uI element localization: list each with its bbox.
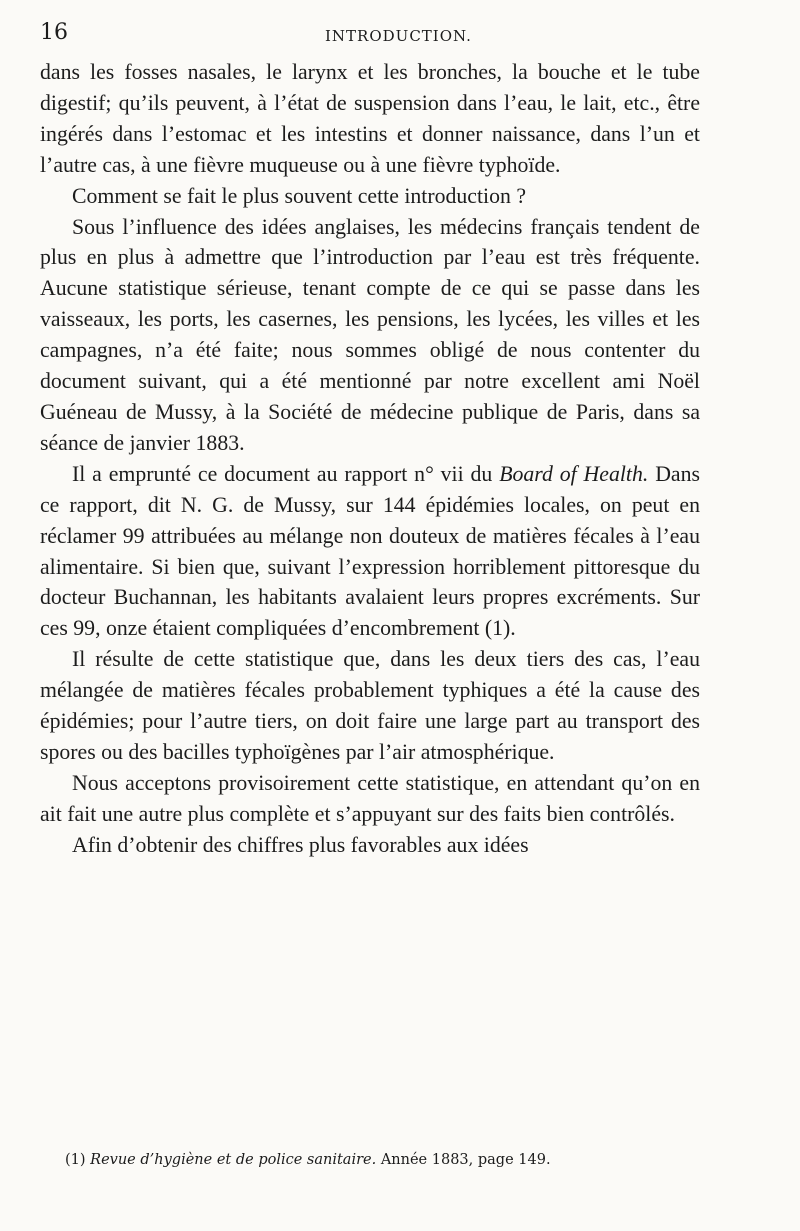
italic-title: Board of Health. (499, 461, 649, 486)
paragraph-acceptance: Nous acceptons provisoirement cette statistique, en attendant qu’on en ait fait une autre plus complète et s’appuyant sur des faits bien contrôlés. (40, 770, 700, 826)
paragraph-influence: Sous l’influence des idées anglaises, les médecins français tendent de plus en plus à admettre que l’introduction par l’eau est très fréquente. Aucune statistique sérieuse, tenant compte de ce qui se passe dans les vaisseaux, les ports, les casernes, les pensions, les lycées, les villes et les campagnes, n’a été faite; nous sommes obligé de nous contenter du document suivant, qui a été mentionné par notre excellent ami Noël Guéneau de Mussy, à la Société de médecine publique de Paris, dans sa séance de janvier 1883. (40, 214, 700, 455)
running-head: INTRODUCTION. (325, 27, 472, 45)
paragraph-text-after: Dans ce rapport, dit N. G. de Mussy, sur 144 épidémies locales, on peut en réclamer 99 attribuées au mélange non douteux de matières fécales à l’eau alimentaire. Si bien que, suivant l’expression horriblement pittoresque du docteur Buchannan, les habitants avalaient leurs propres excréments. Sur ces 99, onze étaient compliquées d’encombrement (1). (40, 461, 700, 641)
paragraph-board-of-health (40, 459, 700, 644)
paragraph-final: Afin d’obtenir des chiffres plus favorables aux idées (72, 832, 529, 857)
page-header (40, 20, 700, 52)
footnote-title: Revue d’hygiène et de police sanitaire. (90, 1152, 377, 1168)
page-number: 16 (40, 20, 68, 45)
footnote-marker: (1) (65, 1152, 86, 1168)
paragraph-statistic-result: Il résulte de cette statistique que, dans les deux tiers des cas, l’eau mélangée de matières fécales probablement typhiques a été la cause des épidémies; pour l’autre tiers, on doit faire une large part au transport des spores ou des bacilles typhoïgènes par l’air atmosphérique. (40, 647, 700, 764)
paragraph-question: Comment se fait le plus souvent cette introduction ? (72, 183, 526, 208)
paragraph-continuation: dans les fosses nasales, le larynx et les bronches, la bouche et le tube digestif; qu’ils peuvent, à l’état de suspension dans l’eau, le lait, etc., être ingérés dans l’estomac et les intestins et donner naissance, dans l’un et l’autre cas, à une fièvre muqueuse ou à une fièvre typhoïde. (40, 60, 700, 177)
paragraph-text-before: Il a emprunté ce document au rapport n° vii du (72, 461, 500, 486)
footnote (65, 1150, 705, 1170)
footnote-rest: Année 1883, page 149. (380, 1152, 551, 1168)
body-text (40, 57, 700, 861)
